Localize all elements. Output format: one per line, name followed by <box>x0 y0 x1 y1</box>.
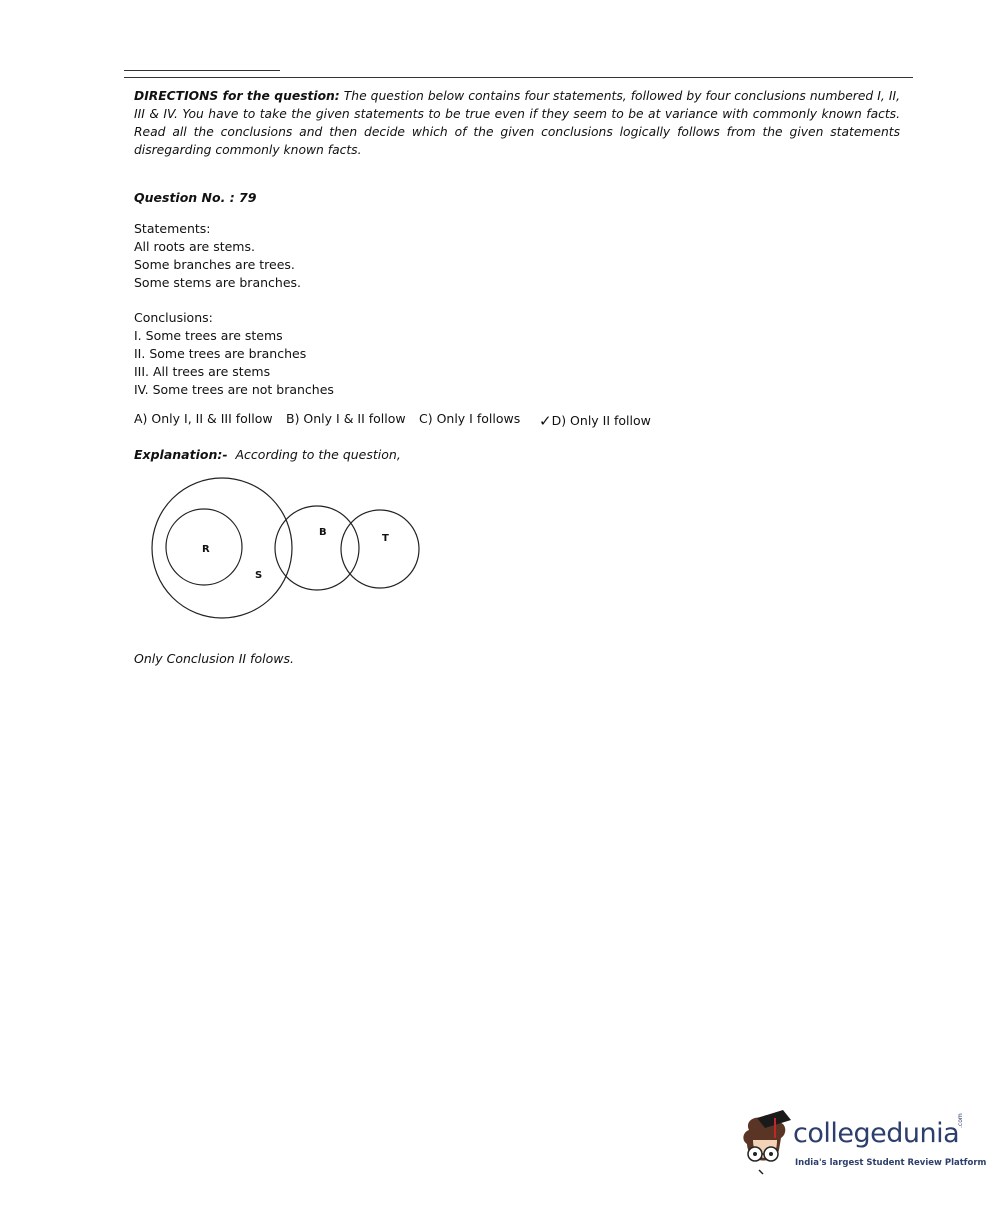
label-t: T <box>382 533 389 544</box>
directions-text: The question below contains four statements, followed by four conclusions numbered I, II, III & IV. You have to take the given statements to be true even if they seem to be at variance with commonly known facts. Read all the conclusions and then decide which of the given conclusions logically follows from the given statements disregarding commonly known facts. <box>134 89 900 157</box>
final-note: Only Conclusion II folows. <box>134 651 294 666</box>
option-d-correct <box>539 411 651 429</box>
directions-paragraph <box>134 87 900 159</box>
label-b: B <box>319 527 327 538</box>
conclusions-block <box>134 309 334 399</box>
statements-heading: Statements: <box>134 221 211 236</box>
explanation-text: According to the question, <box>235 447 401 462</box>
question-number: Question No. : 79 <box>134 190 257 205</box>
option-c: C) Only I follows <box>419 411 521 426</box>
conclusion-item: III. All trees are stems <box>134 364 271 379</box>
logo-wordmark: collegedunia <box>793 1118 960 1149</box>
explanation-label: Explanation:- <box>134 447 228 462</box>
label-r: R <box>202 544 210 555</box>
statement-item: Some stems are branches. <box>134 275 302 290</box>
header-rule-long <box>124 77 913 78</box>
venn-diagram <box>140 470 440 630</box>
conclusion-item: II. Some trees are branches <box>134 346 307 361</box>
conclusion-item: IV. Some trees are not branches <box>134 382 334 397</box>
statement-item: All roots are stems. <box>134 239 255 254</box>
statement-item: Some branches are trees. <box>134 257 295 272</box>
circle-trees <box>341 510 419 588</box>
circle-stems <box>152 478 292 618</box>
option-b: B) Only I & II follow <box>286 411 406 426</box>
statements-block <box>134 220 301 292</box>
circle-branches <box>275 506 359 590</box>
checkmark-icon: ✓ <box>539 412 552 430</box>
option-a: A) Only I, II & III follow <box>134 411 273 426</box>
mascot-icon <box>735 1108 795 1178</box>
option-d-label: D) Only II follow <box>551 413 651 428</box>
logo-tagline: India's largest Student Review Platform <box>795 1158 987 1168</box>
directions-label: DIRECTIONS for the question: <box>134 89 340 103</box>
collegedunia-logo <box>735 1108 987 1178</box>
conclusions-heading: Conclusions: <box>134 310 213 325</box>
header-rule-short <box>124 70 280 71</box>
explanation-line <box>134 447 401 462</box>
label-s: S <box>255 570 263 581</box>
conclusion-item: I. Some trees are stems <box>134 328 283 343</box>
logo-suffix: .com <box>957 1113 964 1128</box>
